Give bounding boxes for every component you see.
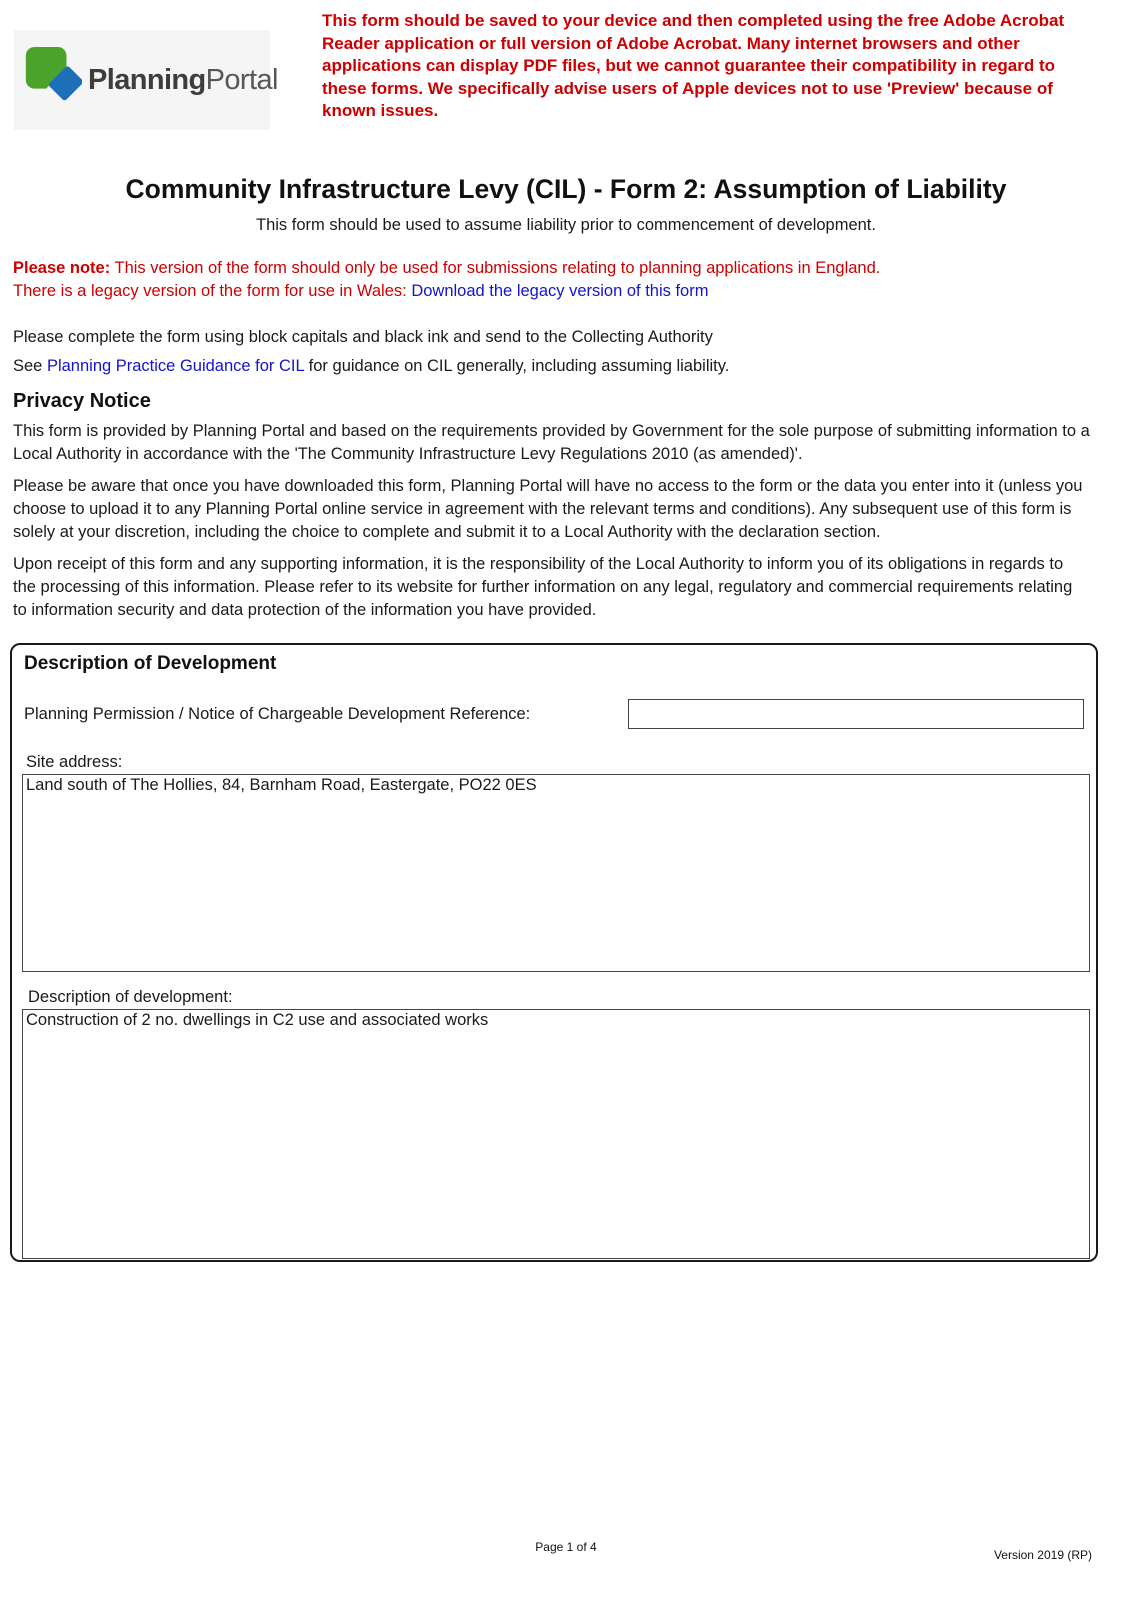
version-label: Version 2019 (RP) [993,1548,1092,1562]
logo-text [88,64,278,97]
acrobat-warning-text: This form should be saved to your device and then completed using the free Adobe Acrobat Reader application or full version of Adobe Acrobat. Many internet browsers and other applications can display PDF files, but we cannot guarantee their compatibility in regard to these forms. We specifically advise users of Apple devices not to use 'Preview' because of known issues. [322,11,1065,121]
reference-row [24,699,1084,729]
reference-label: Planning Permission / Notice of Chargeable Development Reference: [24,704,531,723]
guidance-after-text: for guidance on CIL generally, including assuming liability. [308,357,730,375]
cil-guidance-link[interactable]: Planning Practice Guidance for CIL [46,357,305,375]
please-note-label: Please note: [13,259,111,277]
guidance-line [13,357,1090,376]
description-of-development-heading: Description of Development [24,653,277,674]
please-note-text: This version of the form should only be used for submissions relating to planning applications in England. [114,259,881,277]
description-of-development-section [10,643,1098,1262]
logo-text-portal: Portal [205,63,278,96]
see-text: See [13,357,43,375]
privacy-paragraph-2: Please be aware that once you have downloaded this form, Planning Portal will have no access to the form or the data you enter into it (unless you choose to upload it to any Planning Portal online service in agreement with the relevant terms and conditions). Any subsequent use of this form is solely at your discretion, including the choice to complete and submit it to a Local Authority with the declaration section. [13,477,1083,541]
legacy-form-link[interactable]: Download the legacy version of this form [411,282,709,300]
site-address-input[interactable] [22,774,1090,972]
privacy-paragraph-3: Upon receipt of this form and any supporting information, it is the responsibility of the Local Authority to inform you of its obligations in regards to the processing of this information. Please refer to its website for further information on any legal, regulatory and commercial requirements relating to information security and data protection of the information you have provided. [13,555,1073,619]
description-of-development-label: Description of development: [28,988,233,1006]
block-capitals-instruction: Please complete the form using block capitals and black ink and send to the Collecting Authority [13,328,713,346]
logo-text-planning: Planning [88,63,206,96]
please-note-line-1 [13,257,1090,280]
planning-portal-logo [14,30,278,130]
header [0,0,1132,130]
form-subtitle: This form should be used to assume liability prior to commencement of development. [256,216,876,234]
planning-portal-logo-icon [20,42,82,119]
description-of-development-input[interactable] [22,1009,1090,1259]
privacy-paragraph-1: This form is provided by Planning Portal and based on the requirements provided by Government for the sole purpose of submitting information to a Local Authority in accordance with the 'The Community Infrastructure Levy Regulations 2010 (as amended)'. [13,422,1090,463]
reference-input[interactable] [628,699,1084,729]
page-number: Page 1 of 4 [535,1540,597,1554]
please-note-line-2 [13,280,1090,303]
site-address-label: Site address: [26,753,123,771]
form-title: Community Infrastructure Levy (CIL) - Form 2: Assumption of Liability [125,174,1007,204]
wales-legacy-text: There is a legacy version of the form for use in Wales: [13,282,407,300]
please-note-block [13,257,1090,303]
privacy-notice-heading: Privacy Notice [13,390,151,412]
